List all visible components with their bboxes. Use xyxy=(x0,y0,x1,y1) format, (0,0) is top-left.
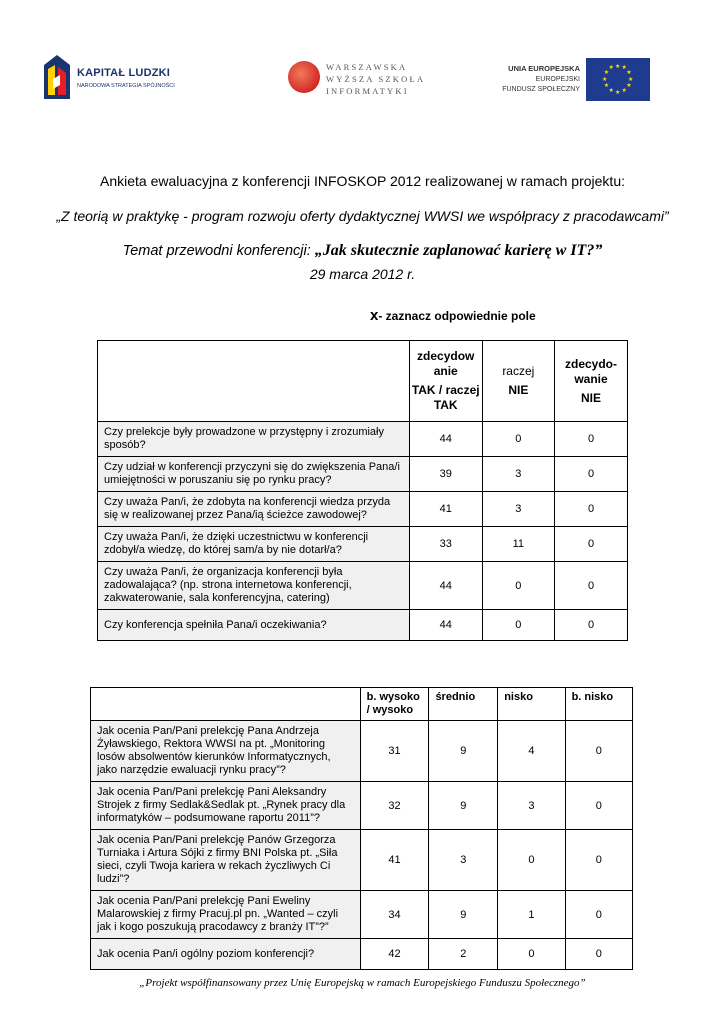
project-name: „Z teorią w praktykę - program rozwoju oferty dydaktycznej WWSI we współpracy z pracodawcami” xyxy=(56,208,669,224)
mark-text: - zaznacz odpowiednie pole xyxy=(378,309,536,323)
theme-title: „Jak skutecznie zaplanować karierę w IT?” xyxy=(314,242,603,259)
rating-count-cell: 3 xyxy=(498,782,565,830)
header-high: b. wysoko / wysoko xyxy=(360,688,429,721)
answer-count-cell: 0 xyxy=(482,610,554,641)
kapital-ludzki-title: KAPITAŁ LUDZKI xyxy=(77,67,171,79)
table-row xyxy=(98,457,628,492)
table-row xyxy=(98,492,628,527)
answer-count-cell: 0 xyxy=(482,422,554,457)
eu-star-icon: ★ xyxy=(621,65,627,72)
table-row xyxy=(91,939,633,970)
answer-count-cell: 0 xyxy=(555,610,628,641)
table-row xyxy=(98,610,628,641)
header-medium: średnio xyxy=(429,688,498,721)
eu-flag-icon xyxy=(586,58,650,101)
rating-count-cell: 0 xyxy=(498,830,565,891)
eu-star-icon: ★ xyxy=(615,89,621,96)
eu-star-icon: ★ xyxy=(603,83,610,89)
logo-bar xyxy=(0,52,725,112)
header-label: TAK / raczej TAK xyxy=(411,383,480,412)
eu-line-3: FUNDUSZ SPOŁECZNY xyxy=(502,86,580,93)
table-header-row xyxy=(91,688,633,721)
rating-count-cell: 0 xyxy=(565,782,632,830)
eu-star-icon: ★ xyxy=(603,70,610,76)
empty-header-cell xyxy=(98,341,410,422)
answer-count-cell: 33 xyxy=(409,527,482,562)
rating-count-cell: 9 xyxy=(429,782,498,830)
question-cell: Czy konferencja spełniła Pana/i oczekiwania? xyxy=(98,610,410,641)
rating-count-cell: 0 xyxy=(565,830,632,891)
eu-logo xyxy=(490,56,652,106)
question-cell: Czy uważa Pan/i, że organizacja konferencji była zadowalająca? (np. strona internetowa konferencji, zakwaterowanie, sala konferencyjna, catering) xyxy=(98,562,410,610)
eu-star-icon: ★ xyxy=(626,70,632,76)
table-row xyxy=(91,721,633,782)
agreement-table xyxy=(97,340,628,641)
kapital-ludzki-subtitle: NARODOWA STRATEGIA SPÓJNOŚCI xyxy=(77,83,175,89)
eu-line-2: EUROPEJSKI xyxy=(535,76,580,83)
eu-fund-name xyxy=(502,64,580,95)
question-cell: Jak ocenia Pan/Pani prelekcję Pani Aleksandry Strojek z firmy Sedlak&Sedlak pt. „Rynek pracy dla informatyków – podsumowane raportu 2011”? xyxy=(91,782,361,830)
answer-count-cell: 3 xyxy=(482,492,554,527)
answer-count-cell: 39 xyxy=(409,457,482,492)
rating-count-cell: 31 xyxy=(360,721,429,782)
survey-title: Ankieta ewaluacyjna z konferencji INFOSKOP 2012 realizowanej w ramach projektu: xyxy=(100,173,625,189)
kapital-ludzki-logo xyxy=(44,55,194,103)
rating-count-cell: 3 xyxy=(429,830,498,891)
rating-count-cell: 0 xyxy=(498,939,565,970)
eu-star-icon: ★ xyxy=(628,76,634,83)
header-very-low: b. nisko xyxy=(565,688,632,721)
theme-prefix: Temat przewodni konferencji: xyxy=(122,243,315,259)
question-cell: Czy uważa Pan/i, że dzięki uczestnictwu w konferencji zdobył/a wiedzę, do której sam/a by nie dotarł/a? xyxy=(98,527,410,562)
rating-count-cell: 32 xyxy=(360,782,429,830)
answer-count-cell: 0 xyxy=(555,562,628,610)
table-row xyxy=(98,562,628,610)
eu-star-icon: ★ xyxy=(608,87,614,94)
eu-star-icon: ★ xyxy=(621,87,627,94)
rating-count-cell: 2 xyxy=(429,939,498,970)
rating-count-cell: 9 xyxy=(429,721,498,782)
rating-table xyxy=(90,687,633,970)
question-cell: Czy prelekcje były prowadzone w przystępny i zrozumiały sposób? xyxy=(98,422,410,457)
table-row xyxy=(98,422,628,457)
answer-count-cell: 0 xyxy=(555,422,628,457)
rating-count-cell: 4 xyxy=(498,721,565,782)
rating-count-cell: 0 xyxy=(565,939,632,970)
mark-instruction xyxy=(370,307,536,324)
rating-count-cell: 42 xyxy=(360,939,429,970)
header-rather-no xyxy=(482,341,554,422)
rating-count-cell: 41 xyxy=(360,830,429,891)
wwsi-line-1: WARSZAWSKA xyxy=(326,62,408,72)
answer-count-cell: 44 xyxy=(409,422,482,457)
header-low: nisko xyxy=(498,688,565,721)
header-label: zdecydo-wanie xyxy=(565,356,618,386)
rating-count-cell: 34 xyxy=(360,891,429,939)
question-cell: Jak ocenia Pan/i ogólny poziom konferencji? xyxy=(91,939,361,970)
eu-star-icon: ★ xyxy=(602,76,608,83)
header-definitely-no xyxy=(555,341,628,422)
answer-count-cell: 41 xyxy=(409,492,482,527)
rating-count-cell: 0 xyxy=(565,721,632,782)
question-cell: Jak ocenia Pan/Pani prelekcję Pana Andrzeja Żyławskiego, Rektora WWSI na pt. „Monitoring losów absolwentów kierunków Informatycznych, jako narzędzie ewaluacji rynku pracy”? xyxy=(91,721,361,782)
table-header-row xyxy=(98,341,628,422)
answer-count-cell: 11 xyxy=(482,527,554,562)
kapital-ludzki-mark-icon xyxy=(44,55,70,99)
question-cell: Jak ocenia Pan/Pani prelekcję Panów Grzegorza Turniaka i Artura Sójki z firmy BNI Polska pt. „Siła sieci, czyli Twoja kariera w rekach życzliwych Ci ludzi”? xyxy=(91,830,361,891)
wwsi-line-3: INFORMATYKI xyxy=(326,86,409,96)
header-label: raczej xyxy=(502,364,535,378)
footer-note: „Projekt współfinansowany przez Unię Europejską w ramach Europejskiego Funduszu Społecznego” xyxy=(139,977,586,989)
eu-star-icon: ★ xyxy=(626,83,632,89)
table-row xyxy=(91,830,633,891)
question-cell: Czy uważa Pan/i, że zdobyta na konferencji wiedza przyda się w realizowanej przez Pana/ią ścieżce zawodowej? xyxy=(98,492,410,527)
rating-count-cell: 0 xyxy=(565,891,632,939)
answer-count-cell: 0 xyxy=(555,492,628,527)
header-label: NIE xyxy=(508,383,529,397)
header-label: zdecydow anie xyxy=(417,349,475,378)
table-row xyxy=(91,782,633,830)
answer-count-cell: 44 xyxy=(409,562,482,610)
conference-theme xyxy=(0,242,725,260)
wwsi-name xyxy=(326,61,425,97)
wwsi-emblem-icon xyxy=(288,61,320,93)
answer-count-cell: 44 xyxy=(409,610,482,641)
question-cell: Jak ocenia Pan/Pani prelekcję Pani Eweliny Malarowskiej z firmy Pracuj.pl pn. „Wanted – czyli jak i kogo poszukują pracodawcy z branży IT”?” xyxy=(91,891,361,939)
answer-count-cell: 0 xyxy=(555,457,628,492)
answer-count-cell: 3 xyxy=(482,457,554,492)
table-row xyxy=(91,891,633,939)
header-definitely-yes xyxy=(409,341,482,422)
answer-count-cell: 0 xyxy=(555,527,628,562)
wwsi-line-2: WYŻSZA SZKOŁA xyxy=(326,74,426,84)
rating-count-cell: 9 xyxy=(429,891,498,939)
eu-star-icon: ★ xyxy=(608,65,614,72)
eu-star-icon: ★ xyxy=(615,63,621,70)
header-label: NIE xyxy=(581,390,602,405)
wwsi-logo xyxy=(288,58,426,104)
conference-date: 29 marca 2012 r. xyxy=(309,266,416,282)
eu-line-1: UNIA EUROPEJSKA xyxy=(508,64,580,73)
empty-header-cell xyxy=(91,688,361,721)
rating-count-cell: 1 xyxy=(498,891,565,939)
question-cell: Czy udział w konferencji przyczyni się do zwiększenia Pana/i umiejętności w poruszaniu się po rynku pracy? xyxy=(98,457,410,492)
answer-count-cell: 0 xyxy=(482,562,554,610)
mark-x: x xyxy=(370,307,379,324)
table-row xyxy=(98,527,628,562)
